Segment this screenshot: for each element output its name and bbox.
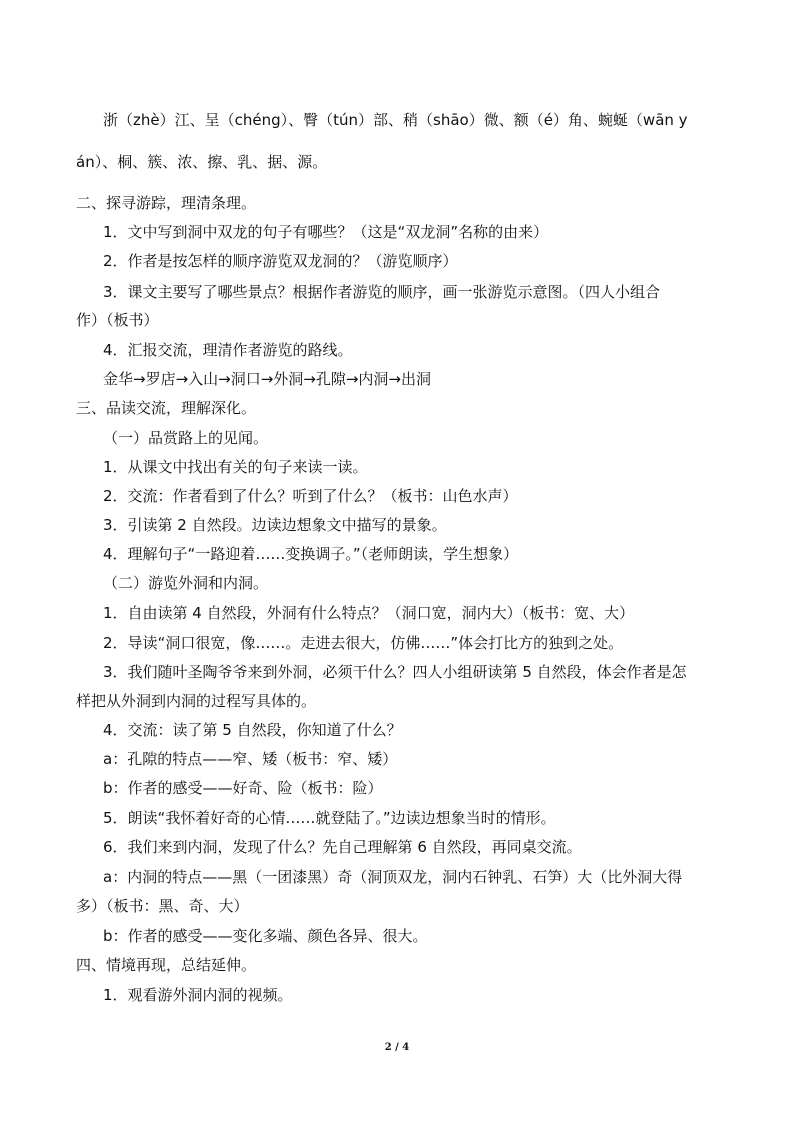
text-line: án）、桐、簇、浓、擦、乳、据、源。 bbox=[76, 153, 328, 171]
text-line: b：作者的感受——变化多端、颜色各异、很大。 bbox=[103, 927, 428, 945]
text-line: 1．从课文中找出有关的句子来读一读。 bbox=[103, 458, 368, 476]
subsection-heading: （一）品赏路上的见闻。 bbox=[103, 429, 269, 447]
text-line: a：孔隙的特点——窄、矮（板书：窄、矮） bbox=[103, 750, 398, 768]
text-line: 3．我们随叶圣陶爷爷来到外洞，必须干什么？四人小组研读第 5 自然段，体会作者是怎 bbox=[103, 663, 687, 681]
route-line: 金华→罗店→入山→洞口→外洞→孔隙→内洞→出洞 bbox=[103, 370, 431, 388]
text-line: 1．观看游外洞内洞的视频。 bbox=[103, 986, 293, 1004]
subsection-heading: （二）游览外洞和内洞。 bbox=[103, 574, 269, 592]
text-line: 5．朗读“我怀着好奇的心情……就登陆了。”边读边想象当时的情形。 bbox=[103, 809, 556, 827]
text-line: 作）（板书） bbox=[76, 311, 159, 329]
section-heading: 二、探寻游踪，理清条理。 bbox=[76, 194, 257, 212]
text-line: 1．文中写到洞中双龙的句子有哪些？（这是“双龙洞”名称的由来） bbox=[103, 223, 549, 241]
section-heading: 四、情境再现，总结延伸。 bbox=[76, 956, 257, 974]
text-line: 多）（板书：黑、奇、大） bbox=[76, 897, 249, 915]
text-line: 2．导读“洞口很宽，像……。走进去很大，仿佛……”体会打比方的独到之处。 bbox=[103, 634, 624, 652]
text-line: 1．自由读第 4 自然段，外洞有什么特点？（洞口宽，洞内大）（板书：宽、大） bbox=[103, 604, 635, 622]
text-line: 3．课文主要写了哪些景点？根据作者游览的顺序，画一张游览示意图。（四人小组合 bbox=[103, 283, 661, 301]
text-line: 样把从外洞到内洞的过程写具体的。 bbox=[76, 692, 317, 710]
text-line: 4．交流：读了第 5 自然段，你知道了什么？ bbox=[103, 721, 402, 739]
page-number: 2 / 4 bbox=[384, 1042, 410, 1053]
text-line: b：作者的感受——好奇、险（板书：险） bbox=[103, 779, 383, 797]
section-heading: 三、品读交流，理解深化。 bbox=[76, 399, 257, 417]
text-line: 2．作者是按怎样的顺序游览双龙洞的？（游览顺序） bbox=[103, 252, 458, 270]
text-line: 4．汇报交流，理清作者游览的路线。 bbox=[103, 341, 353, 359]
text-line: 3．引读第 2 自然段。边读边想象文中描写的景象。 bbox=[103, 516, 447, 534]
text-line: 4．理解句子“一路迎着……变换调子。”（老师朗读，学生想象） bbox=[103, 545, 519, 563]
text-line: a：内洞的特点——黑（一团漆黑）奇（洞顶双龙，洞内石钟乳、石笋）大（比外洞大得 bbox=[103, 868, 683, 886]
text-line: 6．我们来到内洞，发现了什么？先自己理解第 6 自然段，再同桌交流。 bbox=[103, 838, 582, 856]
text-line: 2．交流：作者看到了什么？听到了什么？（板书：山色水声） bbox=[103, 487, 518, 505]
text-line: 浙（zhè）江、呈（chéng）、臀（tún）部、稍（shāo）微、额（é）角、蜿蜒（wān y bbox=[103, 111, 688, 129]
